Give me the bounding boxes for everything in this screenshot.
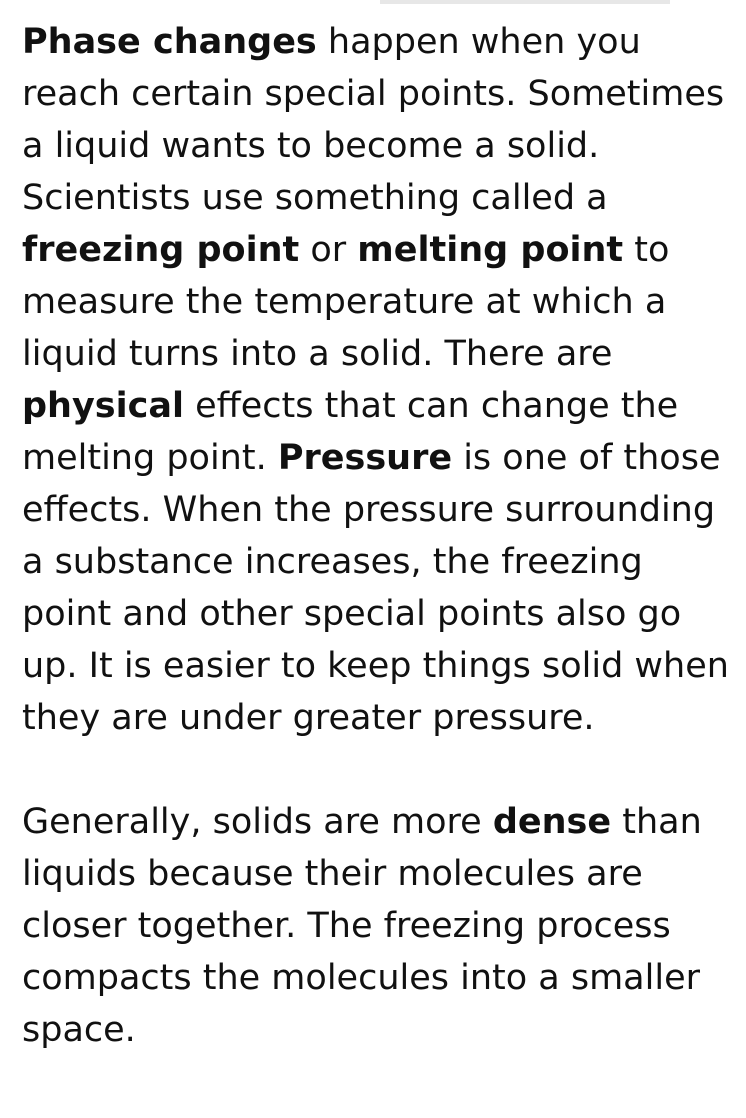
article-body [22, 16, 742, 1056]
text-run: effects that can change the melting point. [22, 386, 679, 478]
term-freezing-point: freezing point [22, 230, 300, 270]
text-run: is one of those effects. When the pressure surrounding a substance increases, the freezing point and other special points also go up. It is easier to keep things solid when they are under greater pressure. [22, 438, 729, 738]
top-edge-artifact [380, 0, 670, 4]
text-run: to measure the temperature at which a liquid turns into a solid. There are [22, 230, 670, 374]
term-pressure: Pressure [277, 438, 453, 478]
text-run: than liquids because their molecules are closer together. The freezing process compacts the molecules into a smaller space. [22, 802, 702, 1050]
text-run: or [299, 230, 358, 270]
term-melting-point: melting point [357, 230, 624, 270]
term-dense: dense [492, 802, 612, 842]
paragraph-density [22, 796, 742, 1056]
text-run: Generally, solids are more [22, 802, 493, 842]
paragraph-phase-changes [22, 16, 742, 744]
term-phase-changes: Phase changes [22, 22, 317, 62]
text-run: happen when you reach certain special points. Sometimes a liquid wants to become a solid. Scientists use something called a [22, 22, 725, 218]
term-physical: physical [22, 386, 184, 426]
